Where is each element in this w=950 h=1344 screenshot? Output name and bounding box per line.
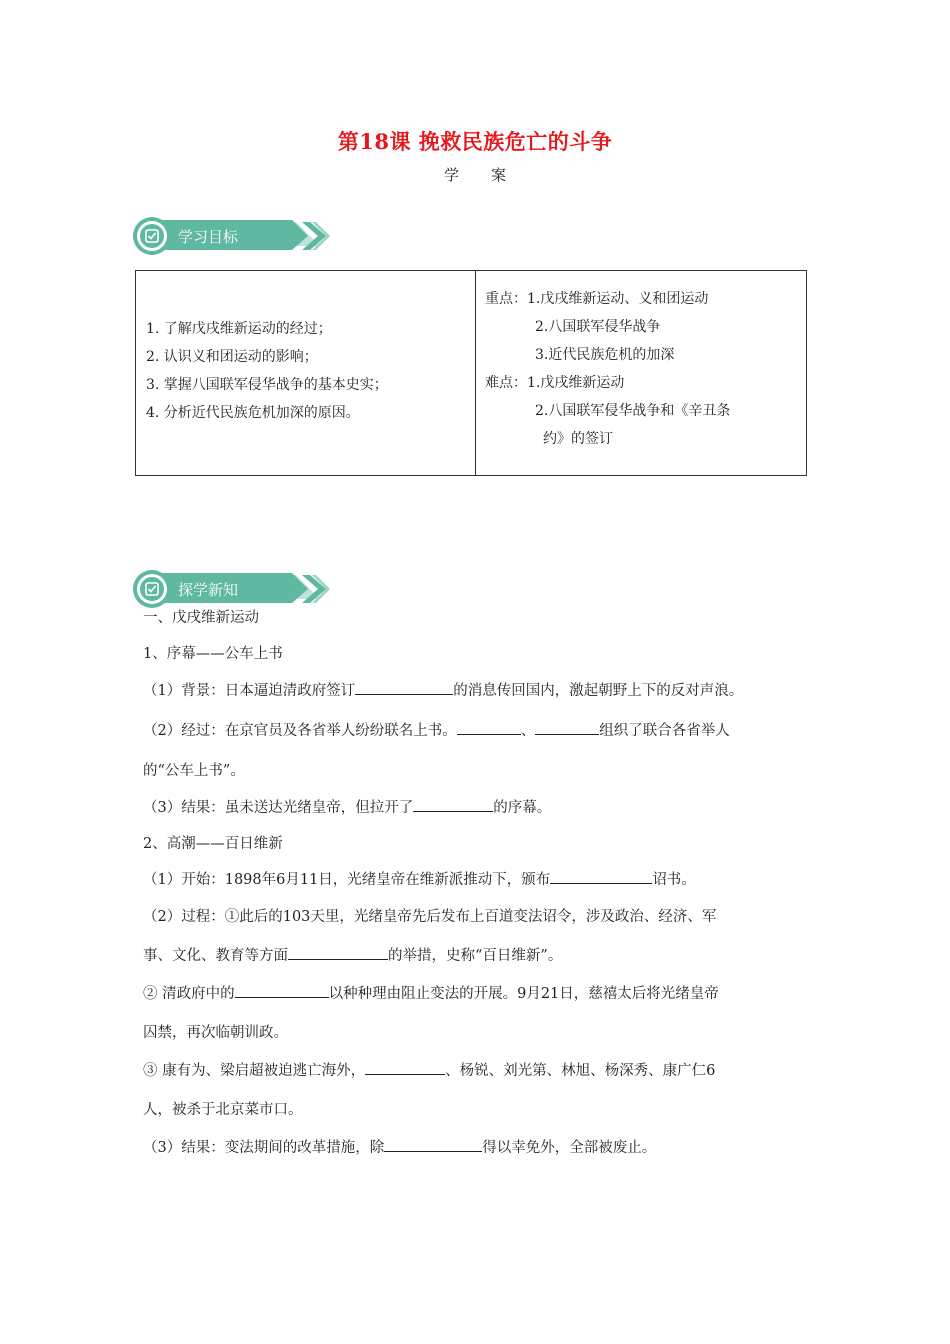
objective-item: 3. 掌握八国联军侵华战争的基本史实； xyxy=(146,377,388,393)
text-run: 、杨锐、刘光第、林旭、杨深秀、康广仁6 xyxy=(445,1063,716,1079)
text-run: （1）开始：1898年6月11日，光绪皇帝在维新派推动下，颁布 xyxy=(143,872,551,888)
objectives-list xyxy=(146,315,466,427)
paragraph-exile-cont: 人，被杀于北京菜市口。 xyxy=(143,1102,303,1118)
section-banner-objectives xyxy=(132,216,332,256)
fill-blank[interactable] xyxy=(550,869,652,884)
fill-blank[interactable] xyxy=(384,1137,482,1152)
text-run: 诏书。 xyxy=(652,872,696,888)
checkbox-icon xyxy=(145,229,159,243)
fill-blank[interactable] xyxy=(355,680,453,695)
text-run: 的举措，史称“百日维新”。 xyxy=(388,948,563,964)
key-point-item: 难点：1.戊戌维新运动 xyxy=(485,375,625,391)
paragraph-background xyxy=(143,679,823,700)
text-run: 得以幸免外，全部被废止。 xyxy=(482,1140,657,1156)
subsection-heading: 2、高潮——百日维新 xyxy=(143,836,283,852)
banner-label: 探学新知 xyxy=(178,581,239,599)
document-subtitle: 学案 xyxy=(443,166,538,184)
text-run: 以种种理由阻止变法的开展。9月21日，慈禧太后将光绪皇帝 xyxy=(328,986,719,1002)
section-banner-explore xyxy=(132,569,332,609)
key-point-item: 3.近代民族危机的加深 xyxy=(535,347,675,363)
fill-blank[interactable] xyxy=(235,983,329,998)
fill-blank[interactable] xyxy=(413,797,493,812)
paragraph-obstruction xyxy=(143,982,823,1003)
text-run: ② 清政府中的 xyxy=(143,986,235,1002)
paragraph-outcome xyxy=(143,1136,823,1157)
text-run: （2）经过：在京官员及各省举人纷纷联名上书。 xyxy=(143,723,457,739)
paragraph-process xyxy=(143,719,823,740)
fill-blank[interactable] xyxy=(365,1060,445,1075)
paragraph-course-cont xyxy=(143,944,823,965)
subsection-heading: 1、序幕——公车上书 xyxy=(143,646,283,662)
paragraph-start xyxy=(143,868,823,889)
objective-item: 2. 认识义和团运动的影响； xyxy=(146,349,318,365)
fill-blank[interactable] xyxy=(288,945,388,960)
text-run: 事、文化、教育等方面 xyxy=(143,948,288,964)
objective-item: 1. 了解戊戌维新运动的经过； xyxy=(146,321,332,337)
key-point-item: 约》的签订 xyxy=(543,431,613,447)
objective-item: 4. 分析近代民族危机加深的原因。 xyxy=(146,405,360,421)
text-run: 组织了联合各省举人 xyxy=(599,723,730,739)
key-point-item: 2.八国联军侵华战争 xyxy=(535,319,661,335)
paragraph-process-cont: 的“公车上书”。 xyxy=(143,763,245,779)
objectives-table xyxy=(135,270,807,476)
fill-blank[interactable] xyxy=(457,720,521,735)
key-point-item: 重点：1.戊戌维新运动、义和团运动 xyxy=(485,291,709,307)
text-run: 的消息传回国内，激起朝野上下的反对声浪。 xyxy=(453,683,744,699)
text-run: 的序幕。 xyxy=(493,800,552,816)
text-run: （3）结果：变法期间的改革措施，除 xyxy=(143,1140,385,1156)
paragraph-result xyxy=(143,796,823,817)
fill-blank[interactable] xyxy=(535,720,599,735)
checkbox-icon xyxy=(145,582,159,596)
text-run: （1）背景：日本逼迫清政府签订 xyxy=(143,683,356,699)
key-point-item: 2.八国联军侵华战争和《辛丑条 xyxy=(535,403,731,419)
section-heading: 一、戊戌维新运动 xyxy=(143,610,259,626)
paragraph-exile xyxy=(143,1059,823,1080)
paragraph-obstruction-cont: 囚禁，再次临朝训政。 xyxy=(143,1025,288,1041)
paragraph-course: （2）过程：①此后的103天里，光绪皇帝先后发布上百道变法诏令，涉及政治、经济、军 xyxy=(143,909,717,925)
table-divider xyxy=(475,271,476,475)
key-points-list xyxy=(485,285,800,453)
document-title: 第18课 挽救民族危亡的斗争 xyxy=(337,129,613,154)
text-run: ③ 康有为、梁启超被迫逃亡海外， xyxy=(143,1063,366,1079)
text-run: 、 xyxy=(520,723,536,739)
banner-label: 学习目标 xyxy=(178,228,239,246)
text-run: （3）结果：虽未送达光绪皇帝，但拉开了 xyxy=(143,800,414,816)
